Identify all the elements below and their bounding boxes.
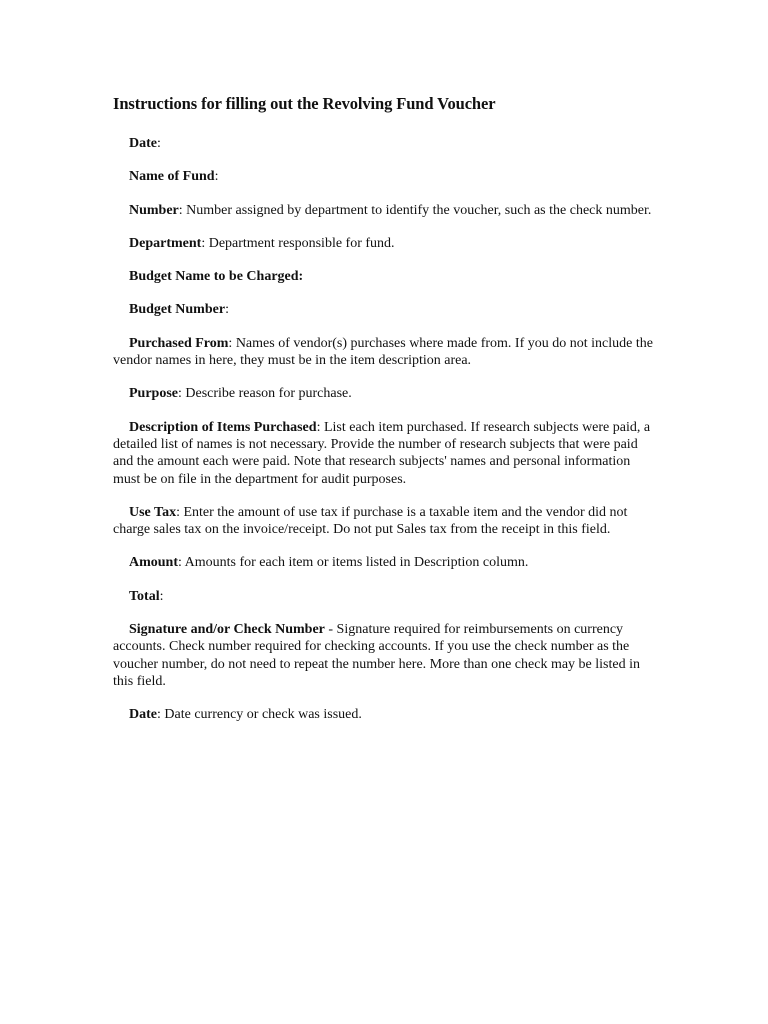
document-title: Instructions for filling out the Revolving Fund Voucher [113,94,496,113]
item-separator: : [201,235,206,251]
item-term: Total [129,588,160,604]
item-term: Amount [129,555,179,571]
item-term: Number [129,202,179,218]
item-separator: : [316,419,321,435]
item-use-tax [113,504,653,539]
item-date-issued [113,706,653,723]
item-department [113,235,653,252]
item-purpose [113,385,653,402]
item-text: Describe reason for purchase. [181,386,352,402]
item-purchased-from [113,335,653,370]
item-separator: : [228,335,233,351]
item-text: Names of vendor(s) purchases where made from. If you do not include the vendor names in here, they must be in the item description area. [113,335,653,369]
item-text: Department responsible for fund. [205,235,395,251]
item-amount [113,554,653,571]
document-page [113,94,653,740]
item-term: Budget Number [129,302,226,318]
item-text: Amounts for each item or items listed in Description column. [181,555,529,571]
item-term: Department [129,235,202,251]
item-term: Name of Fund [129,169,215,185]
item-term: Purpose [129,386,178,402]
item-term: Date [129,707,157,723]
item-separator: : [157,707,161,723]
item-date [113,135,653,152]
item-term: Description of Items Purchased [129,419,317,435]
item-budget-number [113,301,653,318]
item-separator: : [225,302,229,318]
item-separator: : [157,136,161,151]
item-text: Enter the amount of use tax if purchase is a taxable item and the vendor did not charge sales tax on the invoice/receipt. Do not put Sales tax from the receipt in this field. [113,504,628,538]
item-separator: : [159,588,164,604]
item-budget-name [113,268,653,285]
item-text: Number assigned by department to identify the voucher, such as the check number. [182,202,652,218]
item-separator: : [178,555,182,571]
item-term: Signature and/or Check Number [129,622,325,638]
item-separator: : [178,386,182,402]
item-name-of-fund [113,168,653,185]
item-separator: : [178,202,183,218]
item-term: Use Tax [129,504,177,520]
item-text: Date currency or check was issued. [160,707,362,723]
item-text: List each item purchased. If research subjects were paid, a detailed list of names is not necessary. Provide the number of research subjects that were paid and the amount each were paid. Note that research subjects' names and personal information must be on file in the department for audit purposes. [113,419,651,487]
item-separator: : [176,504,180,520]
item-description-of-items [113,419,653,488]
item-term: Purchased From [129,335,229,351]
item-text: - Signature required for reimbursements on currency accounts. Check number required for checking accounts. If you use the check number as the voucher number, do not need to repeat the number here. More than one check may be listed in this field. [113,622,640,689]
item-term: Budget Name to be Charged: [129,269,304,285]
item-number [113,202,653,219]
item-term: Date [129,136,157,151]
item-separator: : [214,169,219,185]
item-total [113,588,653,605]
item-signature-check-number [113,621,653,690]
